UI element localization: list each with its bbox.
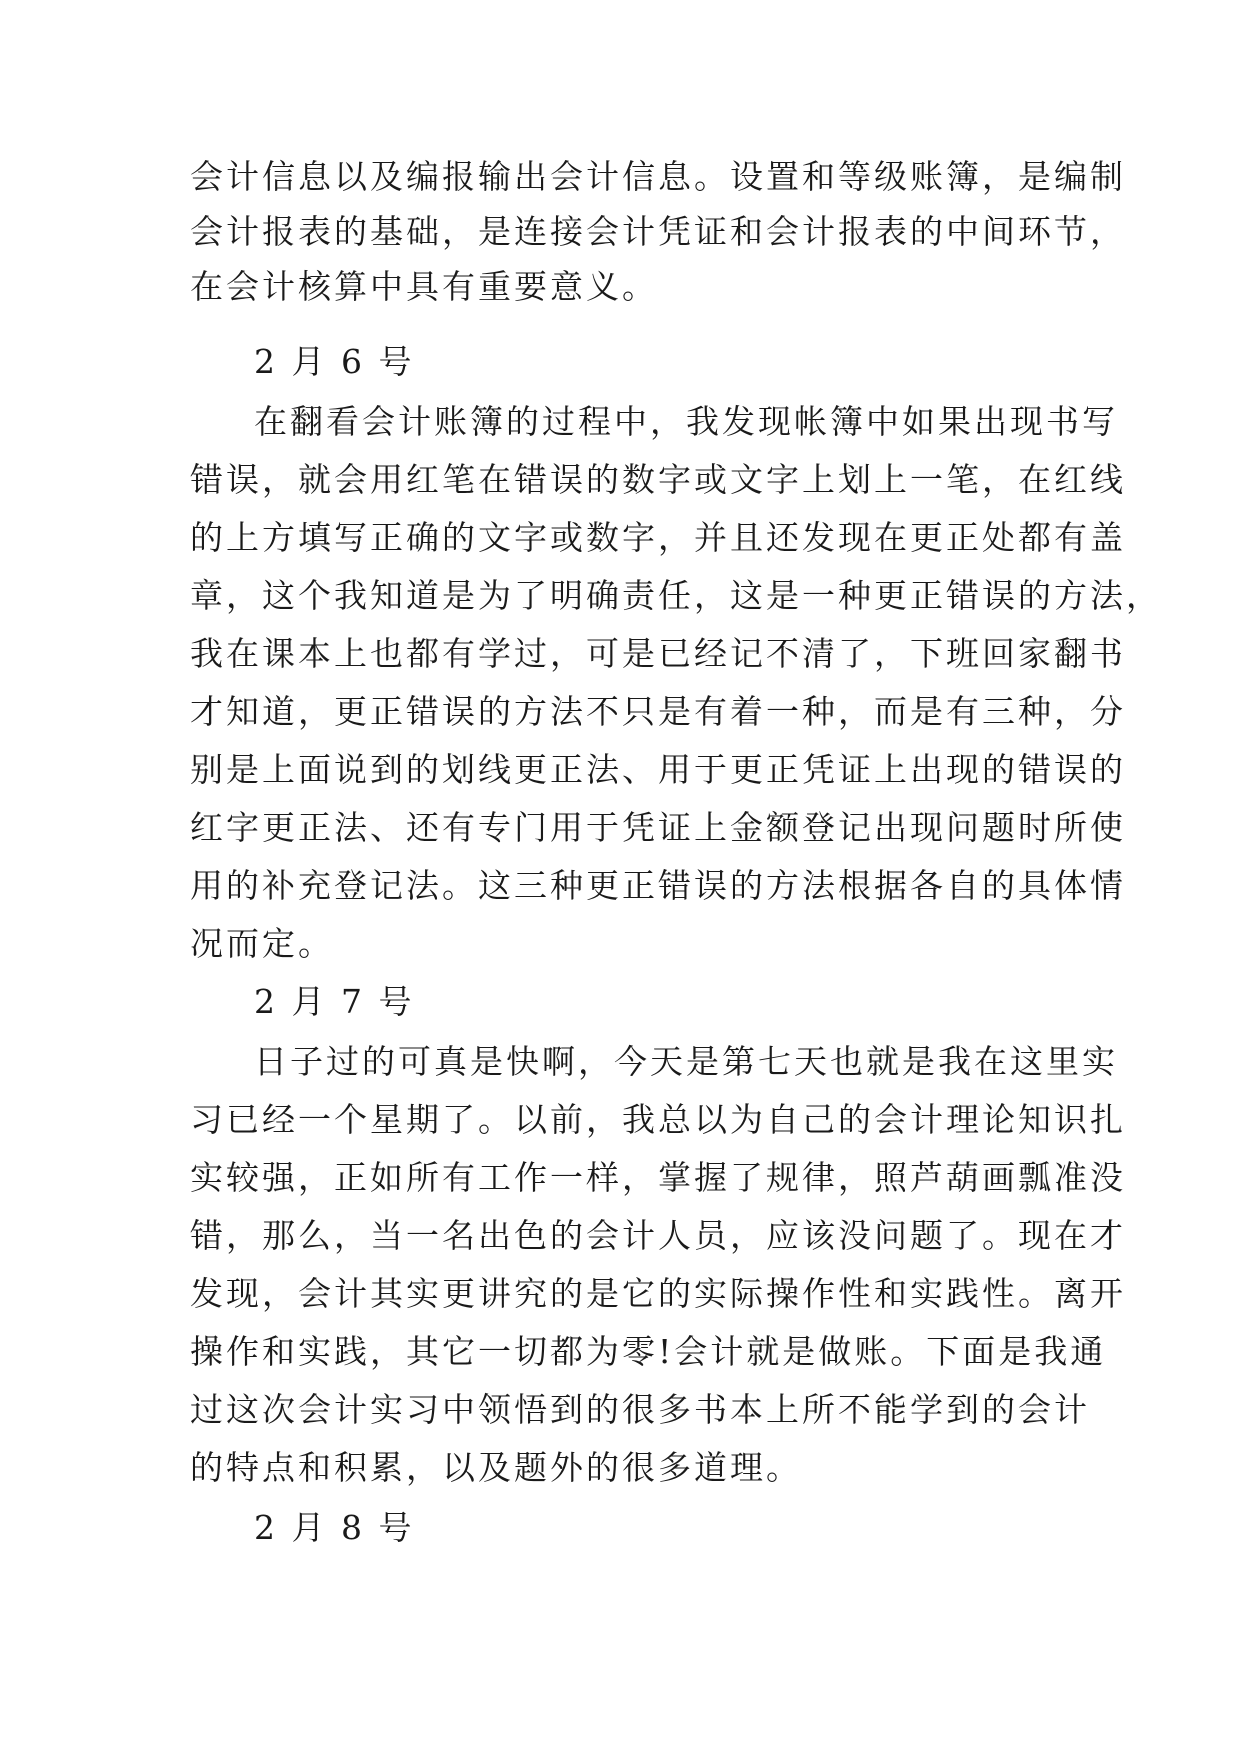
- date-heading: 2 月 6 号: [254, 342, 415, 381]
- paragraph-line: 红字更正法、还有专门用于凭证上金额登记出现问题时所使: [190, 808, 1126, 847]
- paragraph-line: 会计报表的基础，是连接会计凭证和会计报表的中间环节，: [190, 212, 1126, 251]
- paragraph-line: 用的补充登记法。这三种更正错误的方法根据各自的具体情: [190, 866, 1126, 905]
- paragraph-line: 日子过的可真是快啊，今天是第七天也就是我在这里实: [254, 1042, 1118, 1081]
- paragraph-line: 在会计核算中具有重要意义。: [190, 267, 658, 306]
- paragraph-line: 况而定。: [190, 924, 334, 963]
- paragraph-line: 错误，就会用红笔在错误的数字或文字上划上一笔，在红线: [190, 460, 1126, 499]
- paragraph-line: 的特点和积累，以及题外的很多道理。: [190, 1448, 802, 1487]
- paragraph-line: 章，这个我知道是为了明确责任，这是一种更正错误的方法，: [190, 576, 1162, 615]
- paragraph-line: 我在课本上也都有学过，可是已经记不清了，下班回家翻书: [190, 634, 1126, 673]
- paragraph-line: 错，那么，当一名出色的会计人员，应该没问题了。现在才: [190, 1216, 1126, 1255]
- paragraph-line: 习已经一个星期了。以前，我总以为自己的会计理论知识扎: [190, 1100, 1126, 1139]
- paragraph-line: 过这次会计实习中领悟到的很多书本上所不能学到的会计: [190, 1390, 1090, 1429]
- paragraph-line: 才知道，更正错误的方法不只是有着一种，而是有三种，分: [190, 692, 1126, 731]
- paragraph-line: 操作和实践，其它一切都为零!会计就是做账。下面是我通: [190, 1332, 1107, 1371]
- paragraph-line: 的上方填写正确的文字或数字，并且还发现在更正处都有盖: [190, 518, 1126, 557]
- paragraph-line: 在翻看会计账簿的过程中，我发现帐簿中如果出现书写: [254, 402, 1118, 441]
- paragraph-line: 发现，会计其实更讲究的是它的实际操作性和实践性。离开: [190, 1274, 1126, 1313]
- paragraph-line: 别是上面说到的划线更正法、用于更正凭证上出现的错误的: [190, 750, 1126, 789]
- paragraph-line: 会计信息以及编报输出会计信息。设置和等级账簿，是编制: [190, 157, 1126, 196]
- paragraph-line: 实较强，正如所有工作一样，掌握了规律，照芦葫画瓢准没: [190, 1158, 1126, 1197]
- date-heading: 2 月 7 号: [254, 982, 415, 1021]
- date-heading: 2 月 8 号: [254, 1508, 415, 1547]
